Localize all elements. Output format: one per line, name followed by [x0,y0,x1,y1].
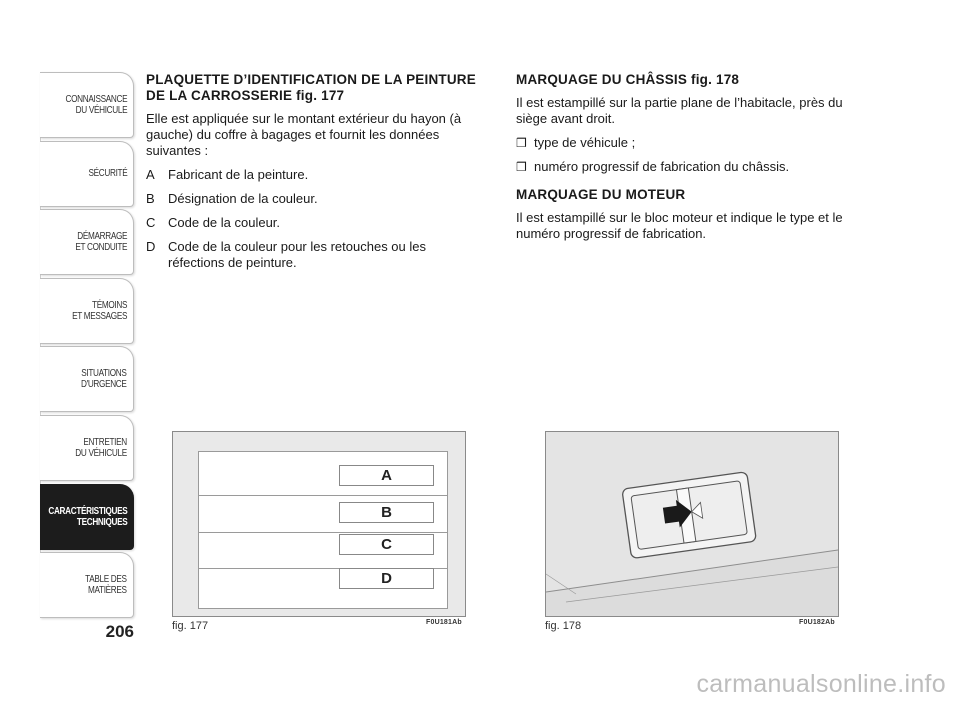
plate-divider [199,532,447,533]
figure-caption: fig. 178 [545,620,582,632]
tab-label: CONNAISSANCE DU VÉHICULE [65,94,127,116]
tab-label: SÉCURITÉ [88,168,127,180]
tab-label: SITUATIONS D'URGENCE [81,368,127,391]
figure-code: F0U182Ab [799,619,835,626]
tab-label: CARACTÉRISTIQUES TECHNIQUES [47,505,127,528]
tab-situations-d-urgence[interactable] [40,346,134,412]
tab-demarrage-et-conduite[interactable] [40,209,134,275]
plate-divider [199,495,447,496]
list-item [146,215,476,231]
tab-connaissance-du-vehicule[interactable] [40,72,134,138]
list-item [146,167,476,183]
plate-label-d: D [339,568,434,589]
list-item [146,191,476,207]
tab-label: TÉMOINS ET MESSAGES [71,299,127,322]
plate-label-a: A [339,465,434,486]
sidebar [40,72,134,621]
bullet-text: numéro progressif de fabrication du châssis. [534,159,790,174]
watermark: carmanualsonline.info [696,670,946,698]
figure-code: F0U181Ab [426,619,462,626]
engine-paragraph: Il est estampillé sur le bloc moteur et indique le type et le numéro progressif de fabrication. [516,210,843,241]
tab-securite[interactable] [40,141,134,207]
tab-caracteristiques-techniques[interactable] [40,484,134,550]
item-letter: C [146,215,156,230]
figure-chassis-marking [545,431,839,617]
item-text: Code de la couleur. [168,215,281,230]
tab-entretien-du-vehicule[interactable] [40,415,134,481]
paint-plate-intro: Elle est appliquée sur le montant extérieur du hayon (à gauche) du coffre à bagages et fournit les données suivantes : [146,111,462,158]
plate-label-c: C [339,534,434,555]
plate-label-b: B [339,502,434,523]
item-letter: B [146,191,155,206]
list-item [516,135,866,151]
page-number: 206 [105,622,134,641]
item-text: Fabricant de la peinture. [168,167,309,182]
item-text: Code de la couleur pour les retouches ou les réfections de peinture. [168,239,426,270]
chassis-illustration [546,432,838,616]
list-item [146,239,476,271]
tab-label: TABLE DES MATIÈRES [85,574,127,597]
chassis-paragraph: Il est estampillé sur la partie plane de l’habitacle, près du siège avant droit. [516,95,843,126]
figure-caption: fig. 177 [172,620,209,632]
bullet-text: type de véhicule ; [534,135,636,150]
tab-label: ENTRETIEN DU VÉHICULE [75,436,127,459]
paint-plate-heading: PLAQUETTE D’IDENTIFICATION DE LA PEINTURE DE LA CARROSSERIE fig. 177 [146,72,476,103]
item-letter: D [146,239,156,254]
checkbox-bullet-icon: ❒ [516,136,527,150]
item-text: Désignation de la couleur. [168,191,318,206]
tab-table-des-matieres[interactable] [40,552,134,618]
chassis-heading: MARQUAGE DU CHÂSSIS fig. 178 [516,72,740,87]
tab-label: DÉMARRAGE ET CONDUITE [75,231,127,254]
paint-plate [198,451,448,609]
chassis-engine-section [516,72,866,250]
figure-paint-plate [172,431,466,617]
paint-plate-section [146,72,476,279]
item-letter: A [146,167,155,182]
list-item [516,159,866,175]
tab-temoins-et-messages[interactable] [40,278,134,344]
checkbox-bullet-icon: ❒ [516,160,527,174]
engine-heading: MARQUAGE DU MOTEUR [516,187,686,202]
